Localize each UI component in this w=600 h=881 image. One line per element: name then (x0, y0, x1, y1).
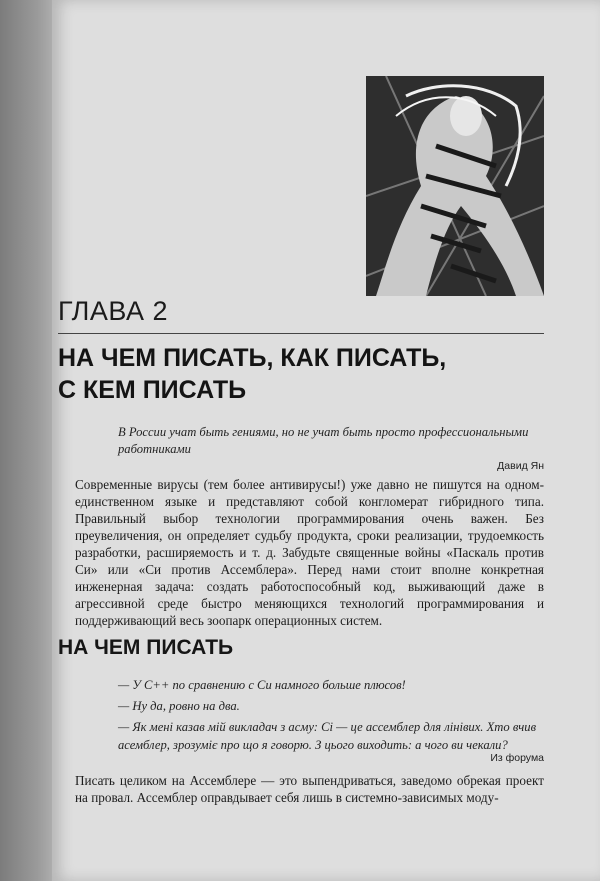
chapter-title-line-1: НА ЧЕМ ПИСАТЬ, КАК ПИСАТЬ, (58, 344, 447, 372)
intro-paragraph: Современные вирусы (тем более антивирусы!) уже давно не пишутся на одном-единственном языке и представляют собой конгломерат гибридного типа. Правильный выбор технологии программирования очень важен. Без преувеличения, он определяет судьбу продукта, сроки реализации, трудоемкость разработки, расширяемость и т. д. Забудьте священные войны «Паскаль против Си» или «Си против Ассемблера». Перед нами стоит вполне конкретная инженерная задача: создать работоспособный код, выживающий даже в агрессивной среде быстро меняющихся технологий программирования и поддерживающий весь зоопарк операционных систем. (75, 477, 544, 628)
epigraph-author: Давид Ян (497, 460, 544, 472)
dialog-line-1: — У C++ по сравнению с Си намного больше плюсов! (118, 678, 406, 692)
section-paragraph: Писать целиком на Ассемблере — это выпендриваться, заведомо обрекая проект на провал. Ассемблер оправдывает себя лишь в системно-зависимых моду- (75, 773, 544, 805)
dialog-line-2: — Ну да, ровно на два. (118, 699, 240, 713)
chapter-divider (58, 333, 544, 334)
section-heading: НА ЧЕМ ПИСАТЬ (58, 636, 234, 659)
dialog-line-3: — Як мені казав мій викладач з асму: Сі — це ассемблер для лінівих. Хто вчив асемблер, зрозуміє про що я говорю. З цього виходить: а чого ви чекали? (118, 720, 537, 752)
chapter-title (58, 342, 548, 406)
chapter-label: ГЛАВА 2 (58, 296, 168, 326)
chapter-title-line-2: С КЕМ ПИСАТЬ (58, 376, 247, 404)
epigraph-text: В России учат быть гениями, но не учат быть просто профессиональными работниками (118, 425, 529, 456)
chapter-illustration (366, 76, 544, 296)
dialog-source: Из форума (490, 752, 544, 764)
